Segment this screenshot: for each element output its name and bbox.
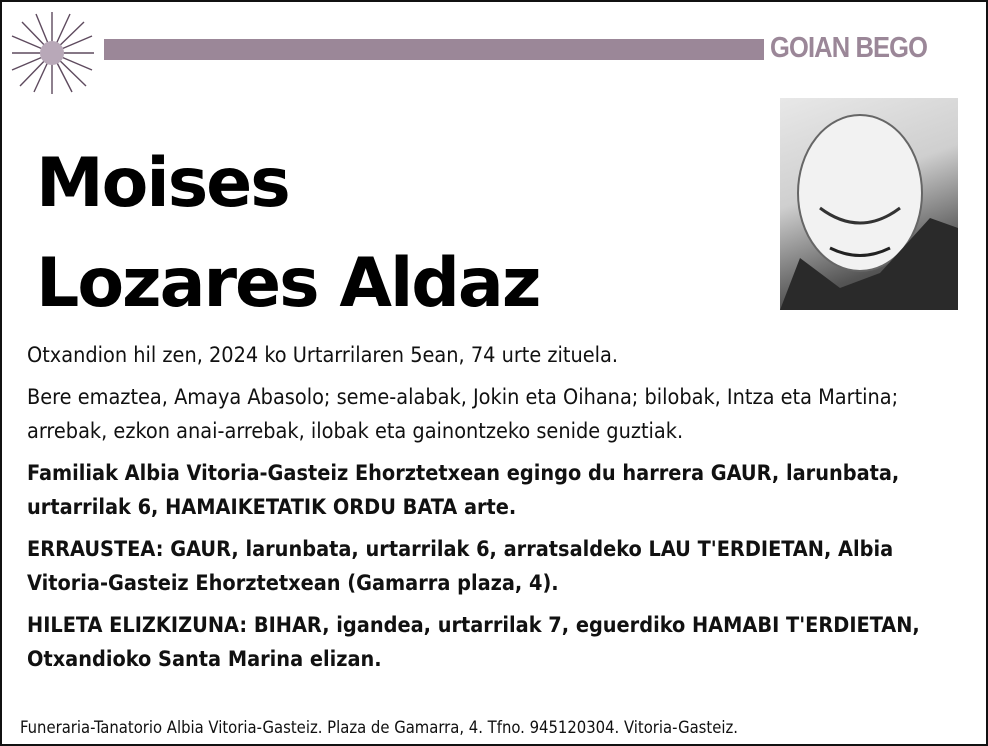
name-surnames: Lozares Aldaz	[36, 244, 540, 323]
cremation-info: ERRAUSTEA: GAUR, larunbata, urtarrilak 6, arratsaldeko LAU T'ERDIETAN, Albia Vitoria-Gasteiz Ehorztetxean (Gamarra plaza, 4).	[27, 537, 894, 596]
funeral-home-footer: Funeraria-Tanatorio Albia Vitoria-Gasteiz. Plaza de Gamarra, 4. Tfno. 945120304. Vitoria-Gasteiz.	[20, 718, 738, 737]
name-first: Moises	[36, 144, 289, 223]
reception-info: Familiak Albia Vitoria-Gasteiz Ehorztetxean egingo du harrera GAUR, larunbata, urtarrilak 6, HAMAIKETATIK ORDU BATA arte.	[27, 461, 900, 520]
obituary-body	[27, 339, 967, 685]
family-list: Bere emaztea, Amaya Abasolo; seme-alabak, Jokin eta Oihana; bilobak, Intza eta Martina; arrebak, ezkon anai-arrebak, ilobak eta gainontzeko senide guztiak.	[27, 385, 899, 444]
portrait-photo	[780, 98, 958, 310]
death-notice: Otxandion hil zen, 2024 ko Urtarrilaren 5ean, 74 urte zituela.	[27, 343, 619, 368]
funeral-info: HILETA ELIZKIZUNA: BIHAR, igandea, urtarrilak 7, eguerdiko HAMABI T'ERDIETAN, Otxandioko Santa Marina elizan.	[27, 613, 920, 672]
brand-title: GOIAN BEGO	[770, 32, 928, 64]
deceased-name	[36, 134, 539, 334]
thistle-flower-icon	[8, 10, 96, 96]
header-bar	[104, 39, 764, 60]
